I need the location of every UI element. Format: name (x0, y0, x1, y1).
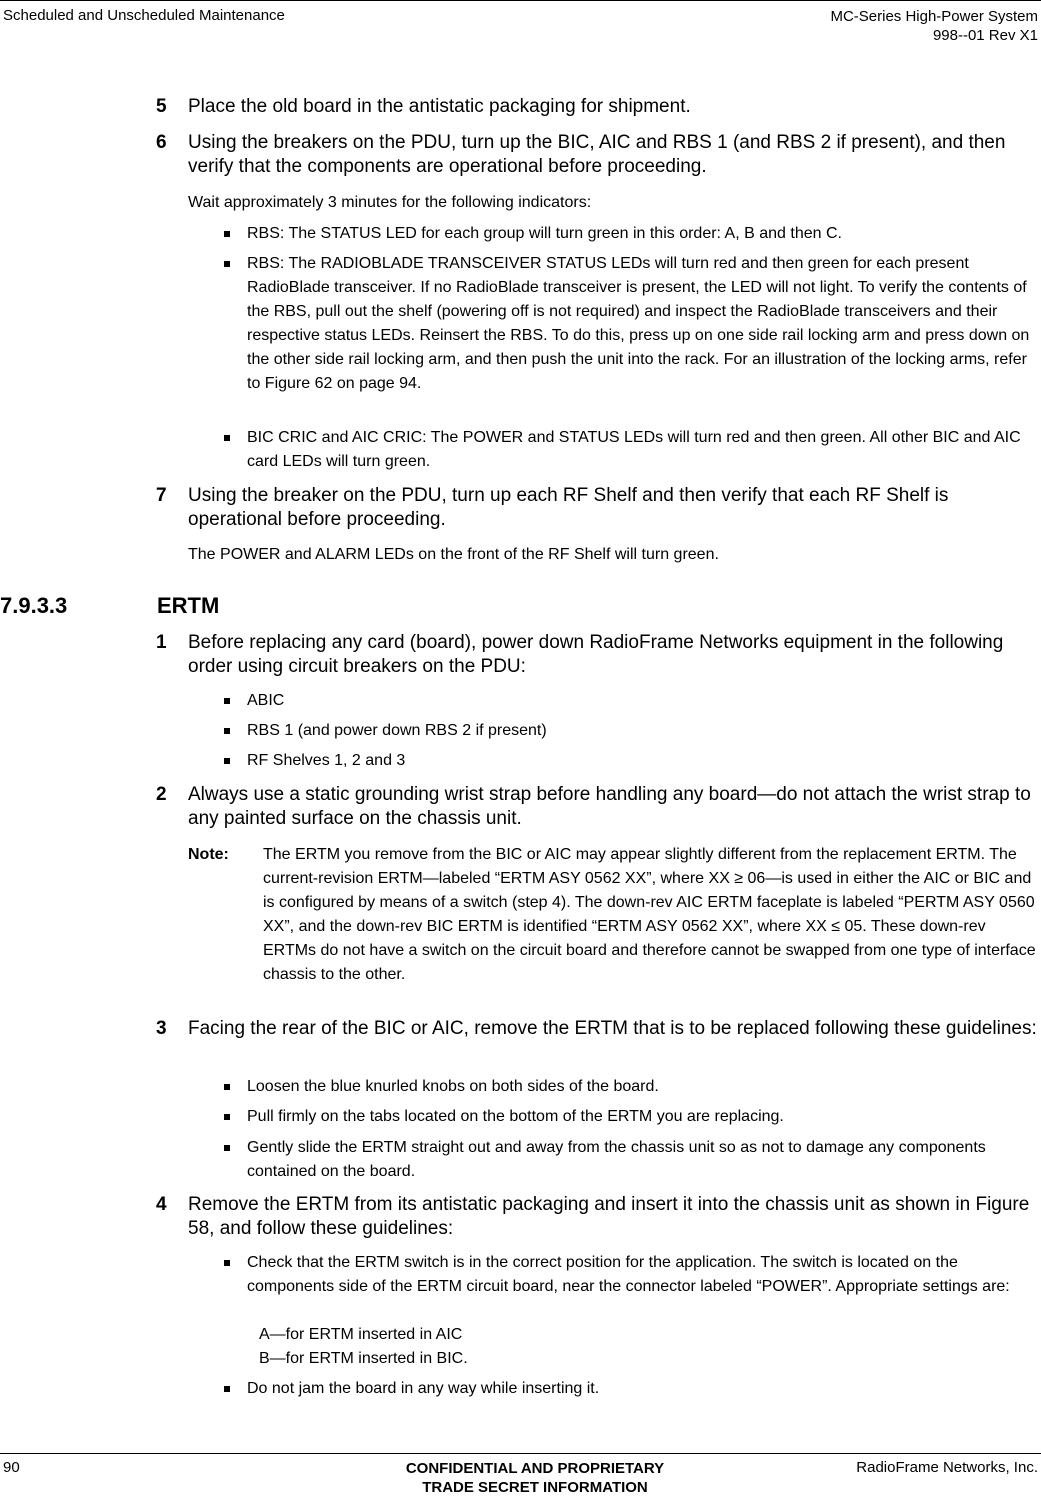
list-item-text: RBS: The STATUS LED for each group will turn green in this order: A, B and then C. (247, 225, 842, 242)
step-text: Facing the rear of the BIC or AIC, remove the ERTM that is to be replaced following these guidelines: (188, 1018, 1037, 1039)
list-item-text: RBS: The RADIOBLADE TRANSCEIVER STATUS LEDs will turn red and then green for each present RadioBlade transceiver. If no RadioBlade transceiver is present, the LED will not light. To verify the contents of the RBS, pull out the shelf (powering off is not required) and inspect the RadioBlade transceivers and their respective status LEDs. Reinsert the RBS. To do this, press up on one side rail locking arm and press down on the other side rail locking arm, and then push the unit into the rack. For an illustration of the locking arms, refer to Figure 62 on page 94. (247, 255, 1030, 392)
bullet-icon (224, 758, 230, 764)
list-item-text: Pull firmly on the tabs located on the bottom of the ERTM you are replacing. (247, 1108, 784, 1125)
step-text: Using the breaker on the PDU, turn up each RF Shelf and then verify that each RF Shelf is operational before proceeding. (188, 485, 949, 530)
page-footer (0, 1453, 1041, 1496)
bullet-icon (224, 261, 230, 267)
bullet-icon (224, 1114, 230, 1120)
list-item-text: RBS 1 (and power down RBS 2 if present) (247, 722, 547, 739)
section-title: ERTM (157, 593, 220, 618)
step-text: Always use a static grounding wrist strap before handling any board—do not attach the wrist strap to any painted surface on the chassis unit. (188, 784, 1031, 829)
step-number: 1 (156, 632, 167, 653)
list-item-text: ABIC (247, 692, 285, 709)
step-text: Place the old board in the antistatic packaging for shipment. (188, 96, 691, 117)
step-text: Before replacing any card (board), power down RadioFrame Networks equipment in the following order using circuit breakers on the PDU: (188, 632, 1004, 677)
step-number: 4 (156, 1194, 167, 1215)
bullet-icon (224, 435, 230, 441)
note-label: Note: (188, 846, 229, 863)
bullet-icon (224, 1084, 230, 1090)
header-document-revision: 998--01 Rev X1 (932, 27, 1038, 44)
step-6-instruction: Wait approximately 3 minutes for the following indicators: (188, 194, 592, 211)
confidentiality-line-1: CONFIDENTIAL AND PROPRIETARY (405, 1460, 665, 1477)
step-number: 3 (156, 1018, 167, 1039)
step-number: 7 (156, 485, 167, 506)
bullet-icon (224, 1145, 230, 1151)
list-item-text: Do not jam the board in any way while inserting it. (247, 1380, 600, 1397)
step-number: 2 (156, 784, 167, 805)
step-7-note: The POWER and ALARM LEDs on the front of the RF Shelf will turn green. (188, 546, 719, 563)
step-text: Remove the ERTM from its antistatic packaging and insert it into the chassis unit as shown in Figure 58, and follow these guidelines: (188, 1194, 1030, 1239)
header-product-name: MC-Series High-Power System (830, 8, 1038, 25)
bullet-icon (224, 728, 230, 734)
step-number: 5 (156, 96, 167, 117)
list-item-text: RF Shelves 1, 2 and 3 (247, 752, 406, 769)
header-chapter-title: Scheduled and Unscheduled Maintenance (3, 7, 285, 24)
bullet-icon (224, 1386, 230, 1392)
header-document-info (830, 7, 1038, 45)
page-header (0, 0, 1041, 53)
section-number: 7.9.3.3 (0, 593, 68, 618)
list-item-text: Gently slide the ERTM straight out and away from the chassis unit so as not to damage any components contained on the board. (247, 1139, 986, 1180)
step-number: 6 (156, 132, 167, 153)
step-text: Using the breakers on the PDU, turn up the BIC, AIC and RBS 1 (and RBS 2 if present), and then verify that the components are operational before proceeding. (188, 132, 1006, 177)
page-number: 90 (3, 1459, 20, 1476)
company-name: RadioFrame Networks, Inc. (856, 1459, 1038, 1476)
note-text: The ERTM you remove from the BIC or AIC may appear slightly different from the replacement ERTM. The current-revision ERTM—labeled “ERTM ASY 0562 XX”, where XX ≥ 06—is used in either the AIC or BIC and is configured by means of a switch (step 4). The down-rev AIC ERTM faceplate is labeled “PERTM ASY 0560 XX”, and the down-rev BIC ERTM is identified “ERTM ASY 0562 XX”, where XX ≤ 05. These down-rev ERTMs do not have a switch on the circuit board and therefore cannot be swapped from one type of interface chassis to the other. (263, 846, 1036, 983)
list-item-text: BIC CRIC and AIC CRIC: The POWER and STATUS LEDs will turn red and then green. All other BIC and AIC card LEDs will turn green. (247, 429, 1021, 470)
bullet-icon (224, 698, 230, 704)
bullet-icon (224, 231, 230, 237)
confidentiality-notice (330, 1459, 740, 1497)
list-item-text: Check that the ERTM switch is in the correct position for the application. The switch is located on the components side of the ERTM circuit board, near the connector labeled “POWER”. Appropriate settings are: (247, 1254, 1010, 1295)
setting-option-b: B—for ERTM inserted in BIC. (259, 1350, 468, 1367)
confidentiality-line-2: TRADE SECRET INFORMATION (422, 1479, 648, 1496)
setting-option-a: A—for ERTM inserted in AIC (259, 1326, 463, 1343)
bullet-icon (224, 1260, 230, 1266)
list-item-text: Loosen the blue knurled knobs on both sides of the board. (247, 1078, 659, 1095)
